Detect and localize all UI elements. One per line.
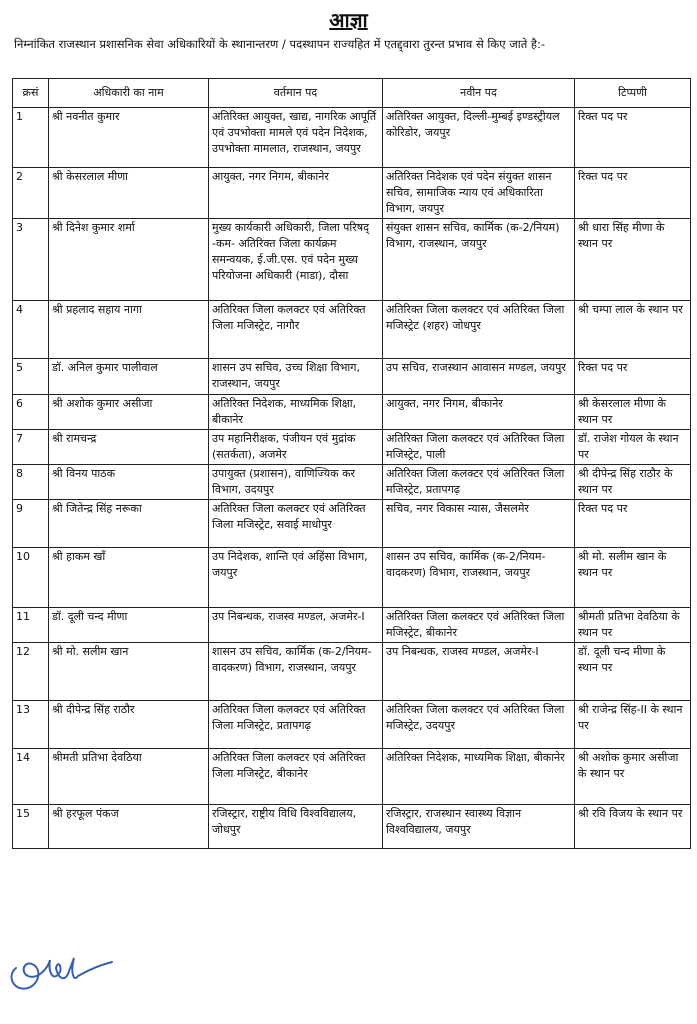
current-post-cell: अतिरिक्त जिला कलक्टर एवं अतिरिक्त जिला मजिस्ट्रेट, सवाई माधोपुर [209,500,383,548]
new-post-cell: अतिरिक्त आयुक्त, दिल्ली-मुम्बई इण्डस्ट्रीयल कोरिडोर, जयपुर [383,108,575,168]
table-row [13,701,691,749]
officer-name-cell: श्री केसरलाल मीणा [49,168,209,219]
remark-cell: श्री अशोक कुमार असीजा के स्थान पर [575,749,691,805]
new-post-cell: अतिरिक्त जिला कलक्टर एवं अतिरिक्त जिला मजिस्ट्रेट, बीकानेर [383,608,575,643]
current-post-cell: शासन उप सचिव, कार्मिक (क-2/नियम-वादकरण) विभाग, राजस्थान, जयपुर [209,643,383,701]
officer-name-cell: श्री मो. सलीम खान [49,643,209,701]
serial-cell: 9 [13,500,49,548]
officer-name-cell: श्रीमती प्रतिभा देवठिया [49,749,209,805]
officer-name-cell: श्री अशोक कुमार असीजा [49,395,209,430]
remark-cell: रिक्त पद पर [575,359,691,395]
table-row [13,430,691,465]
new-post-cell: रजिस्ट्रार, राजस्थान स्वास्थ्य विज्ञान विश्वविद्यालय, जयपुर [383,805,575,849]
current-post-cell: अतिरिक्त जिला कलक्टर एवं अतिरिक्त जिला मजिस्ट्रेट, प्रतापगढ़ [209,701,383,749]
header-serial: क्रसं [13,79,49,108]
table-row [13,108,691,168]
signature-mark [4,938,114,998]
new-post-cell: अतिरिक्त निदेशक, माध्यमिक शिक्षा, बीकानेर [383,749,575,805]
transfer-table [12,78,691,849]
serial-cell: 11 [13,608,49,643]
header-current-post: वर्तमान पद [209,79,383,108]
new-post-cell: उप सचिव, राजस्थान आवासन मण्डल, जयपुर [383,359,575,395]
officer-name-cell: डॉ. दूली चन्द मीणा [49,608,209,643]
serial-cell: 15 [13,805,49,849]
current-post-cell: अतिरिक्त निदेशक, माध्यमिक शिक्षा, बीकानेर [209,395,383,430]
current-post-cell: शासन उप सचिव, उच्च शिक्षा विभाग, राजस्थान, जयपुर [209,359,383,395]
header-new-post: नवीन पद [383,79,575,108]
table-row [13,548,691,608]
serial-cell: 4 [13,301,49,359]
new-post-cell: अतिरिक्त जिला कलक्टर एवं अतिरिक्त जिला मजिस्ट्रेट, प्रतापगढ़ [383,465,575,500]
table-row [13,395,691,430]
new-post-cell: अतिरिक्त जिला कलक्टर एवं अतिरिक्त जिला मजिस्ट्रेट, उदयपुर [383,701,575,749]
remark-cell: डॉ. दूली चन्द मीणा के स्थान पर [575,643,691,701]
table-row [13,749,691,805]
current-post-cell: मुख्य कार्यकारी अधिकारी, जिला परिषद् -कम- अतिरिक्त जिला कार्यक्रम समन्वयक, ई.जी.एस. एवं पदेन मुख्य परियोजना अधिकारी (माडा), दौसा [209,219,383,301]
new-post-cell: उप निबन्धक, राजस्व मण्डल, अजमेर-I [383,643,575,701]
serial-cell: 13 [13,701,49,749]
table-row [13,168,691,219]
officer-name-cell: श्री जितेन्द्र सिंह नरूका [49,500,209,548]
table-row [13,219,691,301]
table-row [13,359,691,395]
officer-name-cell: श्री हाकम खाँ [49,548,209,608]
current-post-cell: उपायुक्त (प्रशासन), वाणिज्यिक कर विभाग, उदयपुर [209,465,383,500]
serial-cell: 12 [13,643,49,701]
serial-cell: 6 [13,395,49,430]
new-post-cell: सचिव, नगर विकास न्यास, जैसलमेर [383,500,575,548]
table-row [13,301,691,359]
serial-cell: 3 [13,219,49,301]
serial-cell: 1 [13,108,49,168]
remark-cell: श्री केसरलाल मीणा के स्थान पर [575,395,691,430]
remark-cell: श्री रवि विजय के स्थान पर [575,805,691,849]
current-post-cell: अतिरिक्त जिला कलक्टर एवं अतिरिक्त जिला मजिस्ट्रेट, नागौर [209,301,383,359]
table-header-row [13,79,691,108]
officer-name-cell: श्री विनय पाठक [49,465,209,500]
current-post-cell: उप निबन्धक, राजस्व मण्डल, अजमेर-I [209,608,383,643]
table-row [13,500,691,548]
remark-cell: श्रीमती प्रतिभा देवठिया के स्थान पर [575,608,691,643]
officer-name-cell: श्री रामचन्द्र [49,430,209,465]
serial-cell: 5 [13,359,49,395]
header-remark: टिप्पणी [575,79,691,108]
current-post-cell: अतिरिक्त आयुक्त, खाद्य, नागरिक आपूर्ति एवं उपभोक्ता मामले एवं पदेन निदेशक, उपभोक्ता मामलात, राजस्थान, जयपुर [209,108,383,168]
new-post-cell: अतिरिक्त जिला कलक्टर एवं अतिरिक्त जिला मजिस्ट्रेट, पाली [383,430,575,465]
table-row [13,608,691,643]
table-row [13,805,691,849]
serial-cell: 14 [13,749,49,805]
intro-text: निम्नांकित राजस्थान प्रशासनिक सेवा अधिकारियों के स्थानान्तरण / पदस्थापन राज्यहित में एतद्द्वारा तुरन्त प्रभाव से किए जाते है:- [14,37,546,51]
officer-name-cell: श्री प्रहलाद सहाय नागा [49,301,209,359]
current-post-cell: अतिरिक्त जिला कलक्टर एवं अतिरिक्त जिला मजिस्ट्रेट, बीकानेर [209,749,383,805]
remark-cell: रिक्त पद पर [575,500,691,548]
new-post-cell: आयुक्त, नगर निगम, बीकानेर [383,395,575,430]
remark-cell: श्री दीपेन्द्र सिंह राठौर के स्थान पर [575,465,691,500]
serial-cell: 10 [13,548,49,608]
remark-cell: रिक्त पद पर [575,168,691,219]
remark-cell: रिक्त पद पर [575,108,691,168]
new-post-cell: अतिरिक्त जिला कलक्टर एवं अतिरिक्त जिला मजिस्ट्रेट (शहर) जोधपुर [383,301,575,359]
header-name: अधिकारी का नाम [49,79,209,108]
page-title: आज्ञा [329,8,368,32]
remark-cell: श्री चम्पा लाल के स्थान पर [575,301,691,359]
remark-cell: श्री मो. सलीम खान के स्थान पर [575,548,691,608]
current-post-cell: रजिस्ट्रार, राष्ट्रीय विधि विश्वविद्यालय, जोधपुर [209,805,383,849]
officer-name-cell: श्री दिनेश कुमार शर्मा [49,219,209,301]
serial-cell: 2 [13,168,49,219]
officer-name-cell: श्री हरफूल पंकज [49,805,209,849]
new-post-cell: शासन उप सचिव, कार्मिक (क-2/नियम-वादकरण) विभाग, राजस्थान, जयपुर [383,548,575,608]
current-post-cell: उप निदेशक, शान्ति एवं अहिंसा विभाग, जयपुर [209,548,383,608]
officer-name-cell: श्री नवनीत कुमार [49,108,209,168]
new-post-cell: संयुक्त शासन सचिव, कार्मिक (क-2/नियम) विभाग, राजस्थान, जयपुर [383,219,575,301]
remark-cell: डॉ. राजेश गोयल के स्थान पर [575,430,691,465]
current-post-cell: आयुक्त, नगर निगम, बीकानेर [209,168,383,219]
officer-name-cell: श्री दीपेन्द्र सिंह राठौर [49,701,209,749]
serial-cell: 8 [13,465,49,500]
table-row [13,643,691,701]
remark-cell: श्री धारा सिंह मीणा के स्थान पर [575,219,691,301]
current-post-cell: उप महानिरीक्षक, पंजीयन एवं मुद्रांक (सतर्कता), अजमेर [209,430,383,465]
table-row [13,465,691,500]
new-post-cell: अतिरिक्त निदेशक एवं पदेन संयुक्त शासन सचिव, सामाजिक न्याय एवं अधिकारिता विभाग, जयपुर [383,168,575,219]
remark-cell: श्री राजेन्द्र सिंह-II के स्थान पर [575,701,691,749]
serial-cell: 7 [13,430,49,465]
officer-name-cell: डॉ. अनिल कुमार पालीवाल [49,359,209,395]
